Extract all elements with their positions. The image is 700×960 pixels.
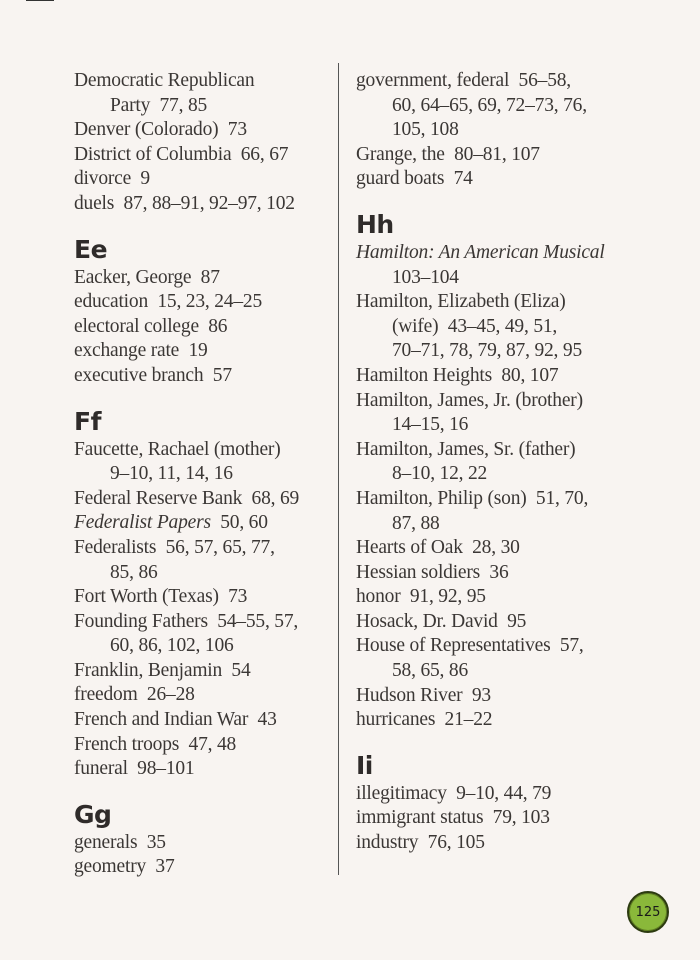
index-entry-line: 105, 108 [392, 119, 459, 141]
index-entry [356, 364, 646, 389]
index-entry-line: Federalists 56, 57, 65, 77, [74, 536, 275, 558]
index-entry-line: Fort Worth (Texas) 73 [74, 586, 248, 608]
index-entry-line: Eacker, George 87 [74, 266, 220, 288]
index-entry-line: Hearts of Oak 28, 30 [356, 537, 520, 559]
index-entry-line: Franklin, Benjamin 54 [74, 659, 251, 681]
index-entry [356, 708, 646, 733]
index-entry [74, 118, 364, 143]
index-entry [74, 585, 364, 610]
index-entry [74, 192, 364, 217]
index-entry-line: 60, 86, 102, 106 [110, 635, 234, 657]
index-letter-heading: Hh [356, 209, 394, 239]
index-entry [74, 683, 364, 708]
index-entry-line: 9–10, 11, 14, 16 [110, 463, 233, 485]
index-entry [74, 536, 364, 585]
index-entry-line: House of Representatives 57, [356, 635, 584, 657]
index-entry-line: 85, 86 [110, 561, 158, 583]
index-entry-line [356, 241, 646, 266]
index-entry-line: Hamilton, James, Sr. (father) [356, 438, 576, 460]
index-entry-line: Democratic Republican [74, 70, 255, 91]
index-entry [74, 511, 364, 536]
index-letter-heading: Ff [74, 406, 101, 436]
index-letter-heading: Gg [74, 799, 112, 829]
index-entry-line: Party 77, 85 [110, 94, 208, 116]
index-entry-line: geometry 37 [74, 856, 175, 878]
index-entry-line: honor 91, 92, 95 [356, 586, 486, 608]
index-entry-line: generals 35 [74, 831, 166, 853]
index-entry-line: illegitimacy 9–10, 44, 79 [356, 782, 552, 804]
index-entry [356, 561, 646, 586]
index-entry [74, 831, 364, 856]
index-entry-line: Hessian soldiers 36 [356, 561, 509, 583]
index-entry-line: Hudson River 93 [356, 684, 491, 706]
index-entry [356, 389, 646, 438]
index-entry-line: (wife) 43–45, 49, 51, [392, 315, 558, 337]
index-entry [74, 339, 364, 364]
index-entry-line: 60, 64–65, 69, 72–73, 76, [392, 94, 587, 116]
index-entry [74, 315, 364, 340]
index-entry [356, 634, 646, 683]
index-entry-line: 14–15, 16 [392, 414, 469, 436]
index-entry-line: freedom 26–28 [74, 684, 195, 706]
index-entry-line: executive branch 57 [74, 364, 232, 386]
index-entry-line: 87, 88 [392, 512, 440, 534]
index-entry-line: industry 76, 105 [356, 832, 485, 854]
column-divider [338, 63, 339, 875]
index-entry-line [74, 511, 364, 536]
index-entry-line: Hamilton, James, Jr. (brother) [356, 389, 583, 411]
page-top-mark [26, 0, 54, 1]
index-entry [74, 364, 364, 389]
page-number-badge [627, 891, 669, 933]
index-entry [74, 438, 364, 487]
index-entry [356, 487, 646, 536]
index-entry-line: Denver (Colorado) 73 [74, 119, 247, 141]
index-entry-line: French troops 47, 48 [74, 733, 237, 755]
index-entry-line: Hosack, Dr. David 95 [356, 610, 527, 632]
index-entry-line: electoral college 86 [74, 315, 228, 337]
index-entry [74, 487, 364, 512]
index-entry-line: funeral 98–101 [74, 758, 195, 780]
index-entry-line: 58, 65, 86 [392, 660, 469, 682]
italic-title: Federalist Papers [74, 512, 211, 534]
index-letter-heading: Ee [74, 234, 108, 264]
index-entry [74, 733, 364, 758]
page-number: 125 [635, 904, 661, 920]
index-entry [74, 610, 364, 659]
index-entry [356, 782, 646, 807]
index-entry [356, 241, 646, 290]
index-column-right [356, 69, 646, 856]
index-entry-line: Hamilton Heights 80, 107 [356, 364, 559, 386]
index-entry [356, 167, 646, 192]
index-entry [74, 266, 364, 291]
index-entry-line: government, federal 56–58, [356, 70, 571, 91]
index-column-left [74, 69, 364, 880]
index-letter-heading: Ii [356, 750, 373, 780]
index-entry-line: guard boats 74 [356, 168, 473, 190]
index-entry-line: hurricanes 21–22 [356, 709, 493, 731]
index-entry [74, 708, 364, 733]
index-entry-line: 103–104 [392, 266, 459, 288]
index-entry [356, 290, 646, 364]
index-entry-line: education 15, 23, 24–25 [74, 291, 263, 313]
index-entry-line: divorce 9 [74, 168, 150, 190]
index-entry [74, 69, 364, 118]
index-entry-line: District of Columbia 66, 67 [74, 143, 289, 165]
index-entry [356, 69, 646, 143]
index-entry-line: Faucette, Rachael (mother) [74, 438, 281, 460]
index-entry-line: 70–71, 78, 79, 87, 92, 95 [392, 340, 583, 362]
index-entry-line: 8–10, 12, 22 [392, 463, 488, 485]
index-entry [356, 684, 646, 709]
index-entry-line: duels 87, 88–91, 92–97, 102 [74, 192, 295, 214]
index-entry-line: immigrant status 79, 103 [356, 807, 550, 829]
index-entry-line: Hamilton, Elizabeth (Eliza) [356, 291, 566, 313]
index-entry-line: Hamilton, Philip (son) 51, 70, [356, 487, 589, 509]
index-entry-line: Founding Fathers 54–55, 57, [74, 610, 299, 632]
index-entry [74, 757, 364, 782]
index-entry [356, 610, 646, 635]
index-entry [356, 536, 646, 561]
index-entry [74, 659, 364, 684]
index-entry [74, 143, 364, 168]
index-entry [356, 585, 646, 610]
index-entry [356, 831, 646, 856]
index-entry-line: Grange, the 80–81, 107 [356, 143, 540, 165]
index-entry-line: exchange rate 19 [74, 340, 208, 362]
index-entry-line: Federal Reserve Bank 68, 69 [74, 487, 300, 509]
index-entry [74, 290, 364, 315]
index-entry-line: French and Indian War 43 [74, 709, 277, 731]
index-entry [356, 806, 646, 831]
index-entry [356, 143, 646, 168]
index-entry [356, 438, 646, 487]
index-entry [74, 167, 364, 192]
index-entry [74, 855, 364, 880]
italic-title: Hamilton: An American Musical [356, 241, 605, 263]
page-refs: 50, 60 [210, 512, 268, 534]
